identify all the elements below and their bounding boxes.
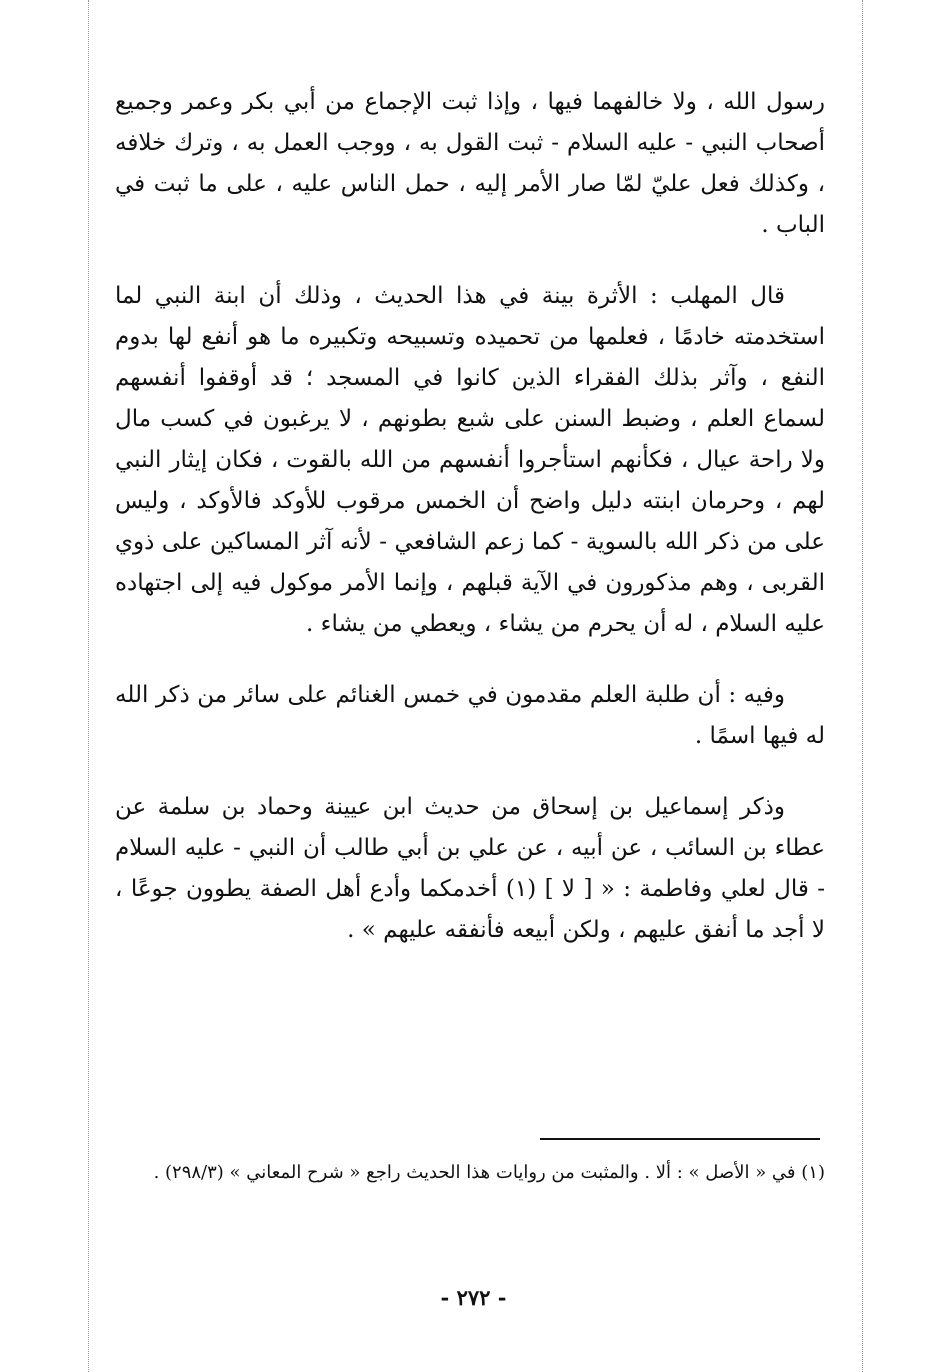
paragraph-1: رسول الله ، ولا خالفهما فيها ، وإذا ثبت الإجماع من أبي بكر وعمر وجميع أصحاب النبي - عليه السلام - ثبت القول به ، ووجب العمل به ، وترك خلافه ، وكذلك فعل عليّ لمّا صار الأمر إليه ، حمل الناس عليه ، على ما ثبت في الباب . [115,89,825,238]
paragraph-2: قال المهلب : الأثرة بينة في هذا الحديث ، وذلك أن ابنة النبي لما استخدمته خادمًا ، فعلمها من تحميده وتسبيحه وتكبيره ما هو أنفع لها بدوم النفع ، وآثر بذلك الفقراء الذين كانوا في المسجد ؛ قد أوقفوا أنفسهم لسماع العلم ، وضبط السنن على شبع بطونهم ، لا يرغبون في كسب مال ولا راحة عيال ، فكأنهم استأجروا أنفسهم من الله بالقوت ، فكان إيثار النبي لهم ، وحرمان ابنته دليل واضح أن الخمس مرقوب للأوكد فالأوكد ، وليس على من ذكر الله بالسوية - كما زعم الشافعي - لأنه آثر المساكين على ذوي القربى ، وهم مذكورون في الآية قبلهم ، وإنما الأمر موكول فيه إلى اجتهاده عليه السلام ، له أن يحرم من يشاء ، ويعطي من يشاء . [115,283,825,637]
page-number: - ٢٧٢ - [440,1285,507,1310]
page-body [115,82,825,951]
paragraph-4: وذكر إسماعيل بن إسحاق من حديث ابن عيينة وحماد بن سلمة عن عطاء بن السائب ، عن أبيه ، عن علي بن أبي طالب أن النبي - عليه السلام - قال لعلي وفاطمة : « [ لا ] (١) أخدمكما وأدع أهل الصفة يطوون جوعًا ، لا أجد ما أنفق عليهم ، ولكن أبيعه فأنفقه عليهم » . [115,794,825,943]
paragraph-gap [115,246,825,276]
paragraph-3: وفيه : أن طلبة العلم مقدمون في خمس الغنائم على سائر من ذكر الله له فيها اسمًا . [115,682,825,749]
scan-edge-left [88,0,89,1372]
paragraph-gap [115,645,825,675]
footnote-1: (١) في « الأصل » : ألا . والمثبت من روايات هذا الحديث راجع « شرح المعاني » (٢٩٨/٣) . [153,1162,825,1183]
paragraph-gap [115,757,825,787]
footnotes [115,1158,825,1188]
footnote-divider [540,1138,820,1140]
scan-edge-right [862,0,863,1372]
